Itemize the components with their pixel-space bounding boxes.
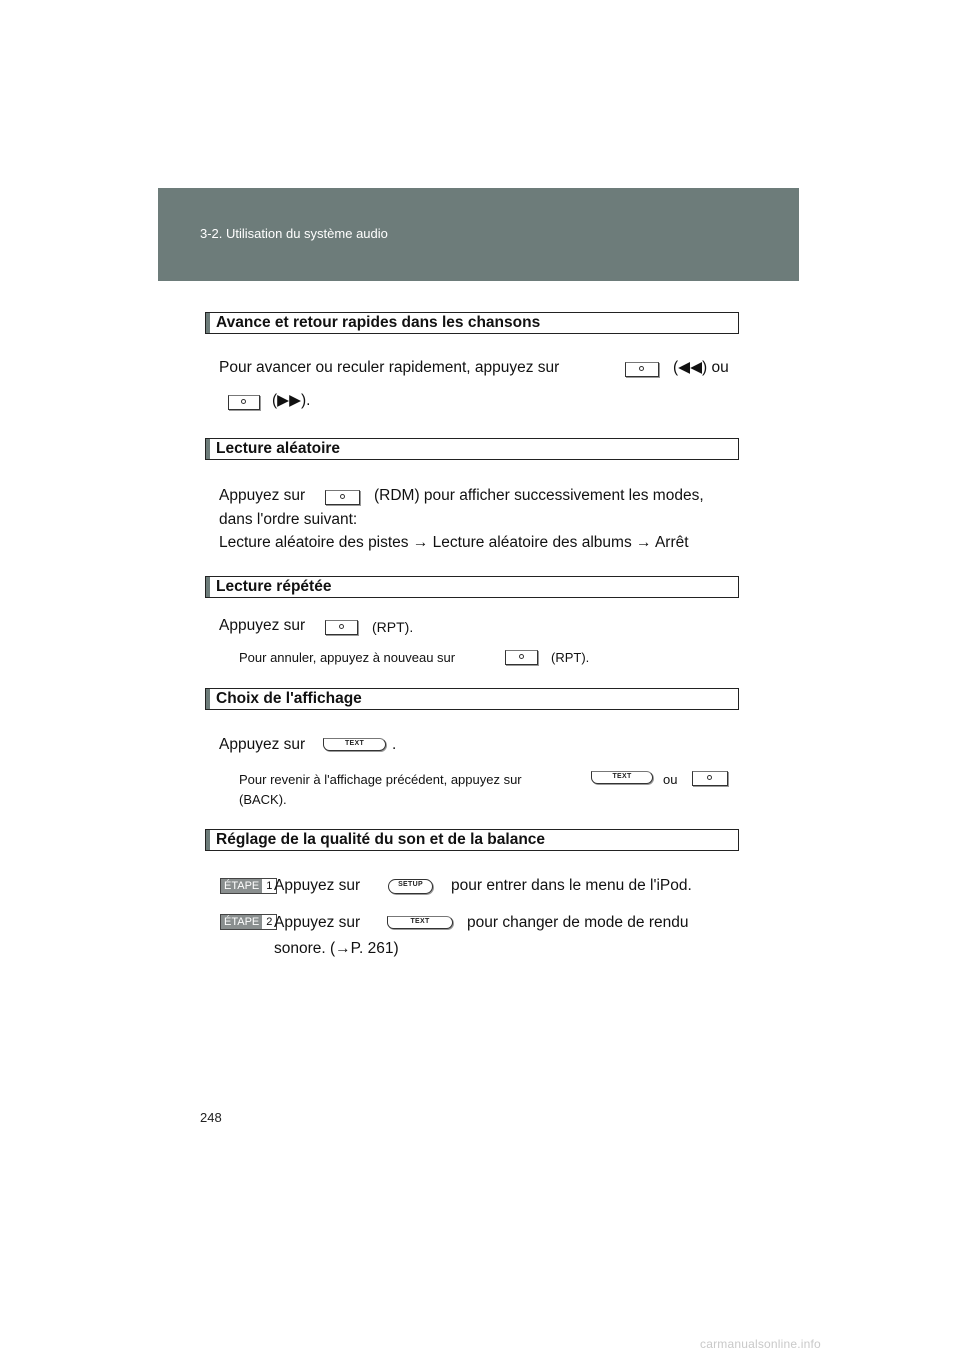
section-display: [205, 688, 739, 710]
paragraph: pour changer de mode de rendu: [467, 914, 689, 931]
rewind-button-icon: [625, 362, 659, 377]
section-title: Réglage de la qualité du son et de la balance: [216, 831, 546, 848]
rpt-button-icon: [505, 650, 538, 665]
section-random: [205, 438, 739, 460]
paragraph: (▶▶).: [272, 392, 311, 409]
page-number: 248: [200, 1110, 222, 1125]
note: ou: [663, 772, 678, 787]
back-button-icon: [692, 771, 728, 786]
text-button-icon: TEXT: [387, 916, 453, 929]
rpt-button-icon: [325, 620, 358, 635]
chapter-header: [158, 188, 799, 281]
paragraph: Appuyez sur: [219, 736, 306, 753]
note: Pour revenir à l'affichage précédent, appuyez sur: [239, 772, 522, 787]
note: (RPT).: [551, 650, 590, 665]
paragraph: sonore. (→P. 261): [274, 940, 399, 957]
text-button-icon: TEXT: [591, 771, 653, 784]
paragraph: Appuyez sur: [219, 487, 306, 504]
paragraph: Appuyez sur: [274, 877, 361, 894]
fast-forward-button-icon: [228, 395, 260, 410]
step-badge-1: ÉTAPE 1: [220, 878, 277, 894]
paragraph: (◀◀) ou: [673, 359, 729, 376]
paragraph: Appuyez sur: [219, 617, 306, 634]
section-title: Lecture aléatoire: [216, 440, 341, 457]
note: Pour annuler, appuyez à nouveau sur: [239, 650, 456, 665]
section-title: Choix de l'affichage: [216, 690, 362, 707]
paragraph: Pour avancer ou reculer rapidement, appuyez sur: [219, 359, 560, 376]
watermark: carmanualsonline.info: [700, 1337, 821, 1351]
paragraph: .: [392, 736, 397, 753]
section-repeat: [205, 576, 739, 598]
section-fast-forward: [205, 312, 739, 334]
rdm-button-icon: [325, 490, 360, 505]
text-button-icon: TEXT: [323, 738, 386, 751]
breadcrumb: 3-2. Utilisation du système audio: [200, 226, 388, 241]
section-title: Avance et retour rapides dans les chansons: [216, 314, 541, 331]
paragraph: Lecture aléatoire des pistes → Lecture aléatoire des albums → Arrêt: [219, 534, 689, 551]
setup-button-icon: SETUP: [388, 879, 433, 894]
paragraph: pour entrer dans le menu de l'iPod.: [451, 877, 692, 894]
paragraph: dans l'ordre suivant:: [219, 511, 358, 528]
note: (BACK).: [239, 792, 287, 807]
step-badge-2: ÉTAPE 2: [220, 914, 277, 930]
paragraph: (RPT).: [372, 619, 414, 635]
paragraph: Appuyez sur: [274, 914, 361, 931]
section-sound: [205, 829, 739, 851]
section-title: Lecture répétée: [216, 578, 332, 595]
paragraph: (RDM) pour afficher successivement les modes,: [374, 487, 704, 504]
